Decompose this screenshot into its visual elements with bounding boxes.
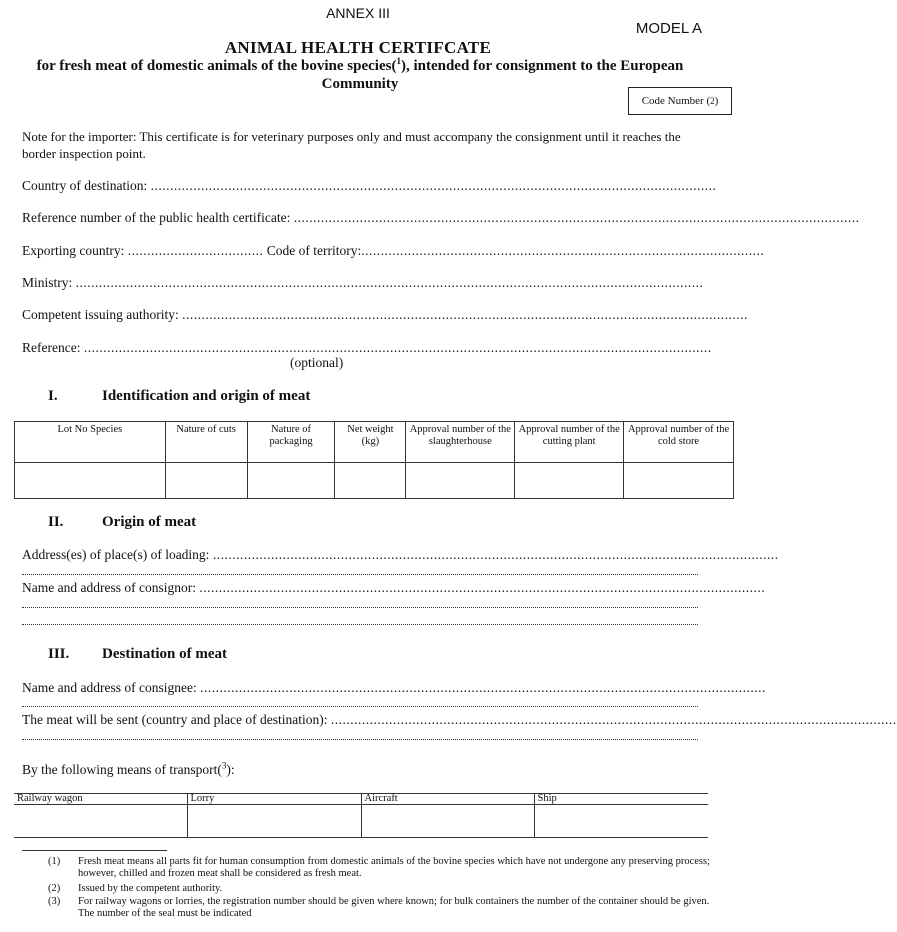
importer-note: Note for the importer: This certificate is for veterinary purposes only and must accompany the consignment until it reaches the border inspection point. (22, 129, 681, 161)
consignor-label: Name and address of consignor: (22, 580, 196, 595)
footnote-3 (48, 896, 718, 920)
fill-dots: .................................................................................................................................................................. (83, 340, 712, 355)
transport-column-header: Railway wagon (14, 794, 187, 805)
transport-cell[interactable] (187, 805, 361, 838)
subtitle-footnote-ref: 1 (396, 56, 401, 66)
subtitle-part-a: for fresh meat of domestic animals of the bovine species( (36, 58, 397, 74)
column-header: Net weight (kg) (335, 422, 406, 463)
table-cell[interactable] (165, 463, 247, 499)
fill-dots: .................................................................................................................................................. (330, 712, 897, 727)
transport-part-b: ): (226, 762, 235, 777)
reference-number-field[interactable] (22, 209, 860, 227)
transport-column-header: Ship (534, 794, 708, 805)
fill-dots: ........................................................................................................ (361, 243, 765, 258)
ministry-field[interactable] (22, 274, 702, 292)
competent-authority-field[interactable] (22, 306, 748, 324)
blank-line[interactable] (22, 607, 698, 608)
fill-dots: .................................................................................................................................................. (293, 210, 860, 225)
code-number-label: Code Number ( (641, 95, 711, 107)
country-destination-field[interactable] (22, 177, 717, 195)
section-2-number: II. (48, 514, 64, 530)
transport-cell[interactable] (361, 805, 534, 838)
transport-label (22, 761, 702, 779)
blank-line[interactable] (22, 739, 698, 740)
consignor-field[interactable] (22, 579, 766, 597)
country-destination-label: Country of destination: (22, 178, 148, 193)
transport-cell[interactable] (14, 805, 187, 838)
loading-field[interactable] (22, 546, 779, 564)
exporting-country-label: Exporting country: (22, 243, 125, 258)
footnote-text: For railway wagons or lorries, the registration number should be given where known; for bulk containers the number of the container should be given. The number of the seal must be indicated (78, 896, 710, 919)
section-3-title: Destination of meat (102, 646, 227, 662)
meat-identification-table (14, 421, 734, 499)
transport-footnote-ref: 3 (221, 760, 227, 771)
fill-dots: .................................................................................................................................................................. (75, 275, 704, 290)
blank-line[interactable] (22, 624, 698, 625)
column-header: Lot No Species (15, 422, 166, 463)
subtitle-part-b: ), intended for consignment to the European Community (321, 58, 684, 92)
loading-label: Address(es) of place(s) of loading: (22, 547, 210, 562)
blank-line[interactable] (22, 574, 698, 575)
reference-field[interactable] (22, 339, 712, 357)
reference-number-label: Reference number of the public health certificate: (22, 210, 291, 225)
certificate-title: ANIMAL HEALTH CERTIFCATE (224, 38, 492, 57)
section-1-number: I. (48, 388, 58, 404)
table-cell[interactable] (247, 463, 335, 499)
table-cell[interactable] (515, 463, 624, 499)
blank-line[interactable] (22, 706, 698, 707)
section-2-title: Origin of meat (102, 514, 197, 530)
footnote-number: (1) (48, 856, 61, 867)
section-3-number: III. (48, 646, 70, 662)
fill-dots: .................................................................................................................................................. (199, 580, 766, 595)
consignee-field[interactable] (22, 679, 766, 697)
table-header-row (15, 422, 734, 463)
transport-header-row (14, 794, 708, 805)
optional-note: (optional) (290, 355, 344, 370)
column-header: Approval number of the slaughterhouse (406, 422, 515, 463)
competent-authority-label: Competent issuing authority: (22, 307, 179, 322)
consignee-label: Name and address of consignee: (22, 680, 197, 695)
ministry-label: Ministry: (22, 275, 73, 290)
code-number-box[interactable]: Code Number ( 2 ) (628, 87, 732, 115)
transport-part-a: By the following means of transport( (22, 762, 222, 777)
fill-dots: .................................................................................................................................................. (200, 680, 766, 695)
annex-label: ANNEX III (326, 5, 390, 21)
fill-dots: .................................................................................................................................................. (212, 547, 779, 562)
table-cell[interactable] (335, 463, 406, 499)
footnote-number: (3) (48, 896, 61, 907)
column-header: Nature of packaging (247, 422, 335, 463)
transport-cell[interactable] (534, 805, 708, 838)
footnote-separator (22, 850, 167, 851)
transport-column-header: Lorry (187, 794, 361, 805)
fill-dots: .................................................................................................................................................. (150, 178, 717, 193)
fill-dots: .................................................................................................................................................. (182, 307, 748, 322)
table-cell[interactable] (624, 463, 734, 499)
column-header: Approval number of the cutting plant (515, 422, 624, 463)
fill-dots: ................................... (127, 243, 264, 258)
destination-sent-label: The meat will be sent (country and place of destination): (22, 712, 328, 727)
footnote-2 (48, 883, 718, 895)
table-row (15, 463, 734, 499)
transport-row (14, 805, 708, 838)
exporting-country-row[interactable] (22, 242, 765, 260)
footnote-number: (2) (48, 883, 61, 894)
section-1-title: Identification and origin of meat (102, 388, 311, 404)
footnote-1 (48, 856, 718, 880)
reference-label: Reference: (22, 340, 81, 355)
model-label: MODEL A (635, 20, 702, 37)
transport-table (14, 793, 708, 838)
footnote-text: Issued by the competent authority. (78, 883, 223, 894)
footnote-text: Fresh meat means all parts fit for human consumption from domestic animals of the bovine species which have not undergone any preserving process; however, chilled and frozen meat shall be considered as fresh meat. (78, 856, 710, 879)
transport-column-header: Aircraft (361, 794, 534, 805)
column-header: Approval number of the cold store (624, 422, 734, 463)
code-of-territory-label: Code of territory: (266, 243, 362, 258)
certificate-subtitle (20, 57, 700, 93)
code-close: ) (714, 95, 719, 107)
table-cell[interactable] (406, 463, 515, 499)
column-header: Nature of cuts (165, 422, 247, 463)
table-cell[interactable] (15, 463, 166, 499)
destination-sent-field[interactable] (22, 711, 897, 729)
